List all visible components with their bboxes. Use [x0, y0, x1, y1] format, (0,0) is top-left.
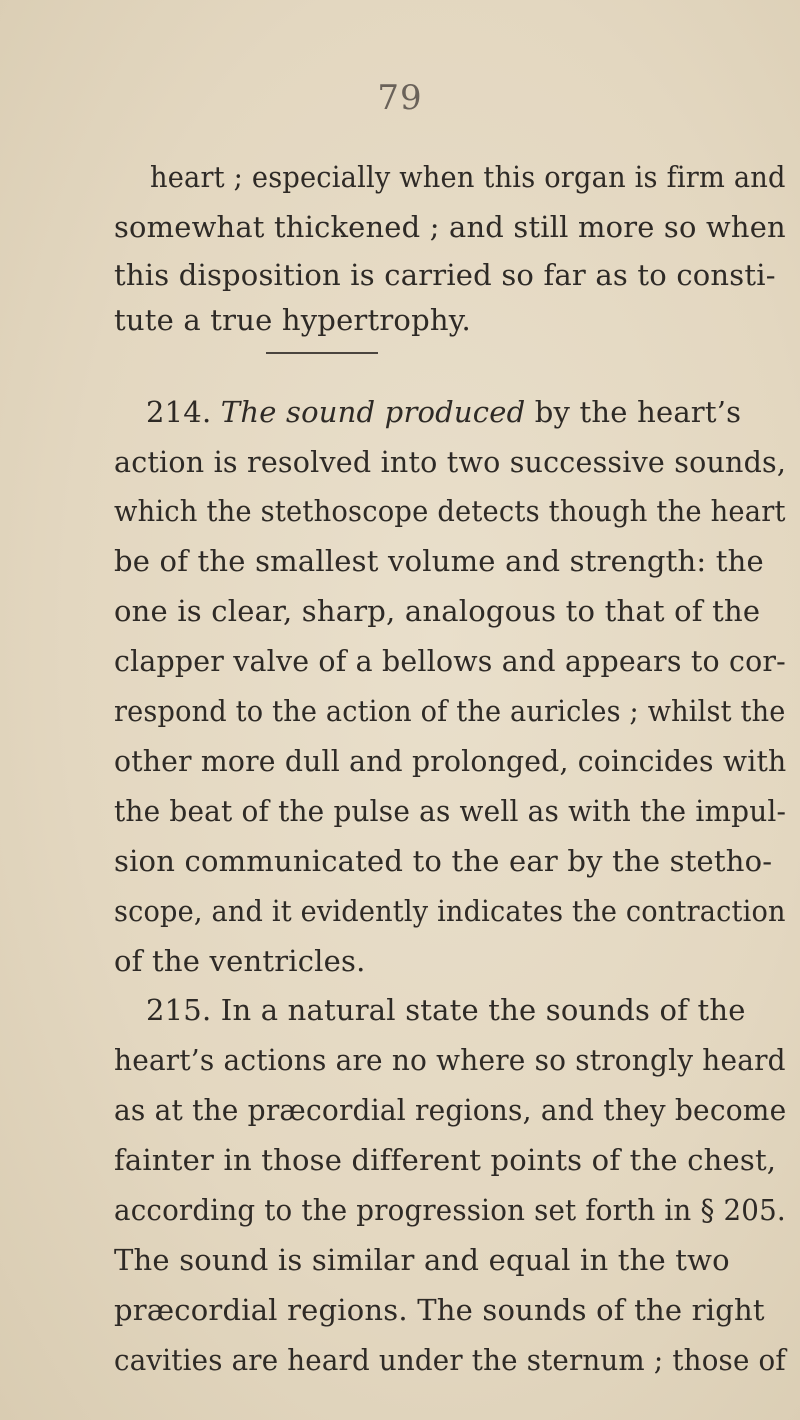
text-line: fainter in those different points of the chest, — [114, 1143, 777, 1177]
text-line: one is clear, sharp, analogous to that of the — [114, 594, 761, 628]
text-line: this disposition is carried so far as to consti- — [114, 258, 776, 292]
text-line: præcordial regions. The sounds of the right — [114, 1293, 765, 1327]
text-line: be of the smallest volume and strength: the — [114, 544, 764, 578]
text-line: sion communicated to the ear by the stetho- — [114, 844, 773, 878]
text-line: tute a true hypertrophy. — [114, 303, 471, 337]
text-line: action is resolved into two successive sounds, — [114, 445, 787, 479]
text-line: as at the præcordial regions, and they become — [114, 1093, 787, 1127]
text-line: somewhat thickened ; and still more so when — [114, 210, 786, 244]
section-215-first-line: 215. In a natural state the sounds of the — [146, 993, 746, 1027]
text-line: according to the progression set forth in § 205. — [114, 1193, 786, 1227]
text-line: heart’s actions are no where so strongly heard — [114, 1043, 786, 1077]
text-line-rest: by the heart’s — [534, 395, 742, 429]
text-line: scope, and it evidently indicates the contraction — [114, 894, 786, 928]
text-line: The sound is similar and equal in the two — [114, 1243, 730, 1277]
text-line: other more dull and prolonged, coincides with — [114, 744, 787, 778]
text-line: the beat of the pulse as well as with the impul- — [114, 794, 787, 828]
text-line: cavities are heard under the sternum ; those of — [114, 1343, 786, 1377]
text-line: of the ventricles. — [114, 944, 366, 978]
text-line: which the stethoscope detects though the heart — [114, 494, 786, 528]
text-line: clapper valve of a bellows and appears to cor- — [114, 644, 786, 678]
text-line: respond to the action of the auricles ; whilst the — [114, 694, 786, 728]
page-number: 79 — [377, 78, 423, 118]
section-divider — [266, 352, 378, 354]
section-number: 214. — [146, 395, 212, 429]
italic-lead: The sound produced — [220, 395, 526, 429]
text-line: heart ; especially when this organ is firm and — [150, 160, 786, 194]
section-214-first-line — [146, 395, 741, 429]
